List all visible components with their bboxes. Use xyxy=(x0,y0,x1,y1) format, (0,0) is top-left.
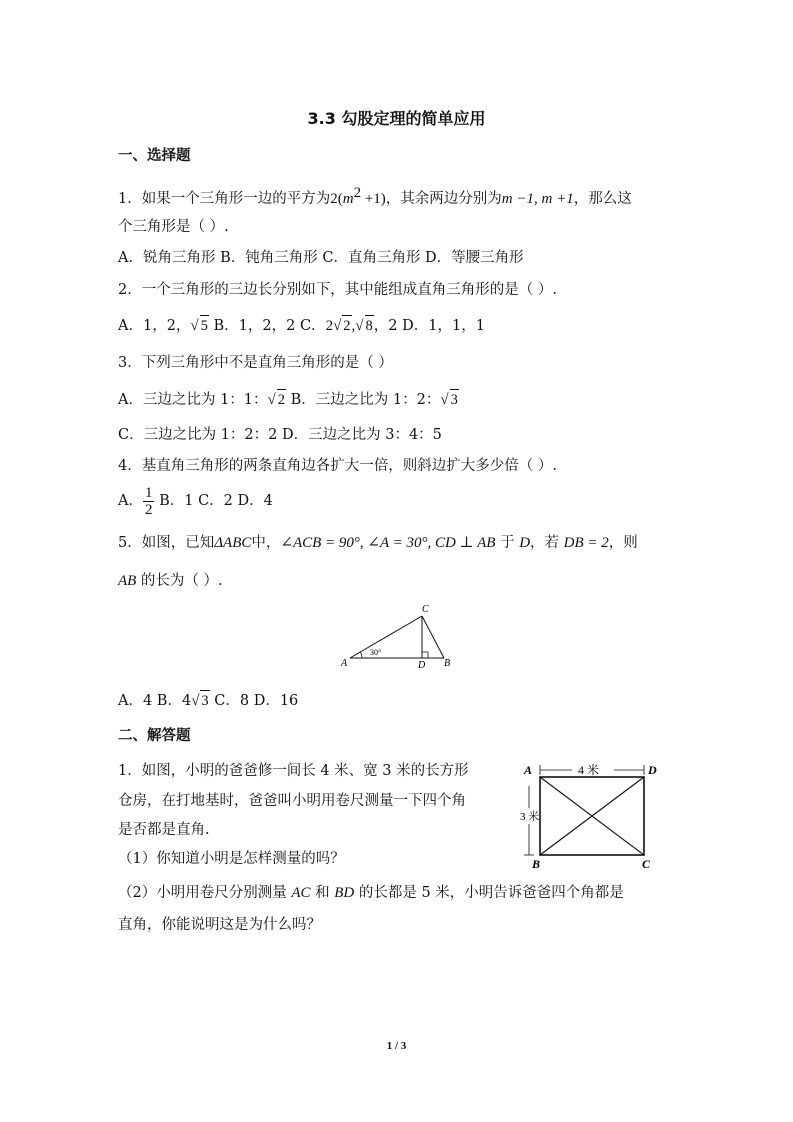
sqrt-5: √ 5 xyxy=(190,315,208,336)
triangle-figure xyxy=(338,600,458,672)
question-2-options: A．1，2，√ 5 B．1，2，2 C．2√ 2,√ 8，2 D．1，1，1 xyxy=(118,315,485,336)
question-5-stem-line2: AB 的长为（ ）. xyxy=(118,573,223,589)
problem-1-line2: 仓房，在打地基时，爸爸叫小明用卷尺测量一下四个角 xyxy=(118,793,466,809)
fraction-one-half: $\frac{1}{2}$ xyxy=(144,484,153,518)
triangle-side-ac xyxy=(350,616,422,658)
problem-1-sub2-line2: 直角，你能说明这是为什么吗？ xyxy=(118,917,321,933)
question-5-options: A．4 B．4√ 3 C．8 D．16 xyxy=(118,690,298,711)
label-angle: 30° xyxy=(370,648,382,657)
section-heading-choice: 一、选择题 xyxy=(118,148,191,164)
question-3-options-cd: C．三边之比为 1：2：2 D．三边之比为 3：4：5 xyxy=(118,427,442,443)
label-d: D xyxy=(648,763,657,777)
label-c: C xyxy=(422,604,429,615)
label-c: C xyxy=(642,857,651,871)
label-a: A xyxy=(341,658,348,669)
page-number: 1 / 3 xyxy=(386,1040,407,1052)
label-b: B xyxy=(444,658,451,669)
problem-1-sub2: （2）小明用卷尺分别测量 AC 和 BD 的长都是 5 米，小明告诉爸爸四个角都是 xyxy=(118,885,624,901)
question-2-stem: 2．一个三角形的三边长分别如下，其中能组成直角三角形的是（ ）. xyxy=(118,282,557,298)
section-heading-answer: 二、解答题 xyxy=(118,728,191,744)
question-3-options-ab: A．三边之比为 1：1：√ 2 B．三边之比为 1：2：√ 3 xyxy=(118,389,459,410)
label-b: B xyxy=(532,857,541,871)
sqrt-2: √ 2 xyxy=(333,315,351,336)
sqrt-2: √ 2 xyxy=(268,389,286,410)
problem-1-sub1: （1）你知道小明是怎样测量的吗？ xyxy=(118,851,345,867)
question-4-stem: 4．基直角三角形的两条直角边各扩大一倍，则斜边扩大多少倍（ ）. xyxy=(118,458,557,474)
question-1-stem-line2: 个三角形是（ ）. xyxy=(118,219,229,235)
question-1-options: A．锐角三角形 B．钝角三角形 C．直角三角形 D．等腰三角形 xyxy=(118,250,524,266)
problem-1-line3: 是否都是直角. xyxy=(118,822,210,838)
question-1-stem: 1．如果一个三角形一边的平方为$2(m^2 +1)$，其余两边分别为m −1, m +1，那么这 xyxy=(118,185,632,207)
right-angle-mark xyxy=(422,652,428,658)
sqrt-3: √ 3 xyxy=(440,389,458,410)
label-d: D xyxy=(418,660,426,671)
question-4-options: A． $\frac{1}{2}$ B．1 C．2 D．4 xyxy=(118,484,273,518)
label-width: 3 米 xyxy=(520,811,540,823)
rectangle-figure xyxy=(520,756,670,874)
label-length: 4 米 xyxy=(578,763,600,777)
question-5-stem: 5．如图，已知ΔABC中，∠ACB = 90°, ∠A = 30°, CD ⊥ AB 于 D，若 DB = 2，则 xyxy=(118,535,638,551)
question-3-stem: 3．下列三角形中不是直角三角形的是（ ） xyxy=(118,355,393,371)
problem-1-line1: 1．如图，小明的爸爸修一间长 4 米、宽 3 米的长方形 xyxy=(118,763,469,779)
label-a: A xyxy=(524,763,533,777)
angle-arc xyxy=(361,652,363,658)
sqrt-8: √ 8 xyxy=(355,315,373,336)
sqrt-3: √ 3 xyxy=(191,690,209,711)
page-title: 3.3 勾股定理的简单应用 xyxy=(307,109,486,128)
